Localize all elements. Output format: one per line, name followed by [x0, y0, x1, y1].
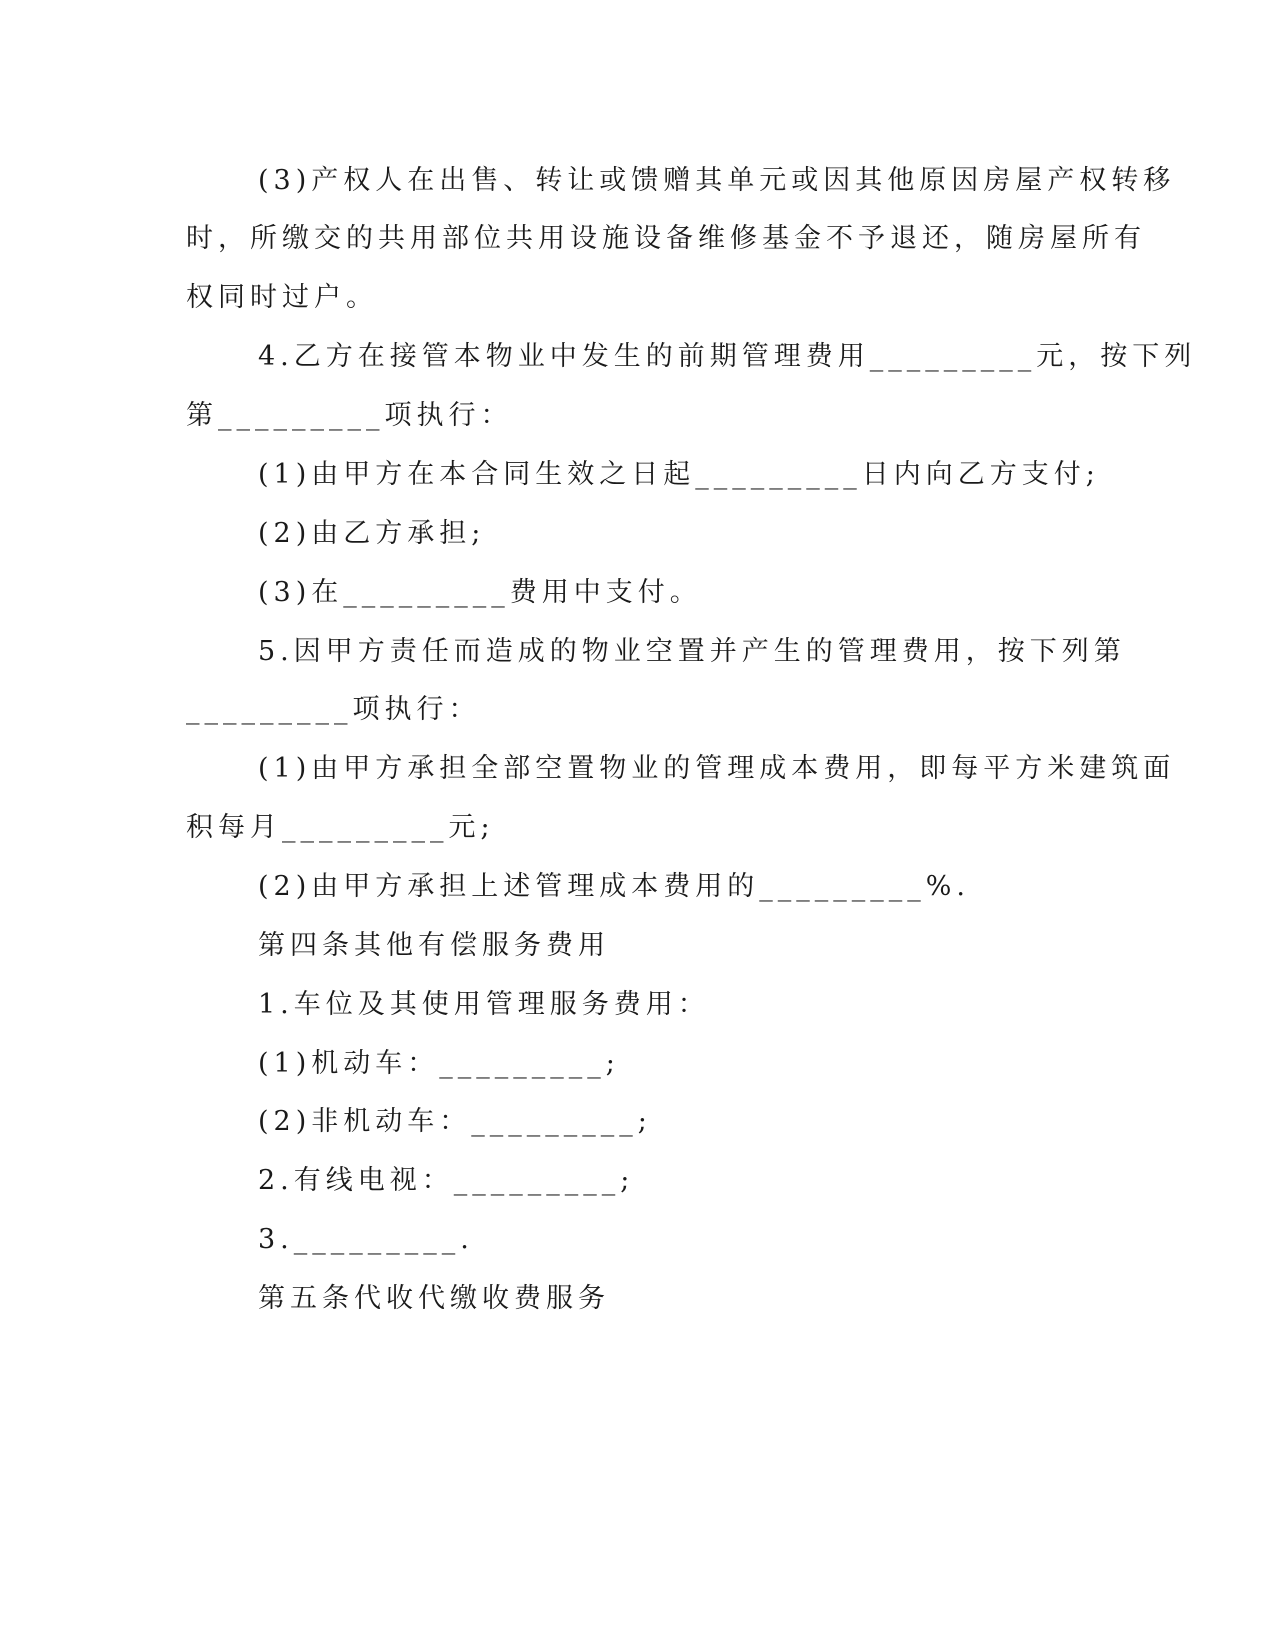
paragraph-line: (1)由甲方承担全部空置物业的管理成本费用，即每平方米建筑面 — [258, 753, 1176, 784]
paragraph-line: 5.因甲方责任而造成的物业空置并产生的管理费用，按下列第 — [258, 636, 1126, 667]
paragraph-line: 1.车位及其使用管理服务费用： — [258, 989, 710, 1020]
paragraph-line: 权同时过户。 — [186, 282, 378, 313]
paragraph-line: (2)由乙方承担; — [258, 518, 486, 549]
paragraph-line: 时，所缴交的共用部位共用设施设备维修基金不予退还，随房屋所有 — [186, 223, 1146, 254]
paragraph-line: 2.有线电视：_________; — [258, 1165, 635, 1196]
paragraph-line: (1)机动车：_________; — [258, 1048, 620, 1079]
paragraph-line: 4.乙方在接管本物业中发生的前期管理费用_________元，按下列 — [258, 341, 1197, 372]
paragraph-line: (1)由甲方在本合同生效之日起_________日内向乙方支付; — [258, 459, 1100, 490]
section-heading: 第四条其他有偿服务费用 — [258, 930, 610, 961]
paragraph-line: (3)产权人在出售、转让或馈赠其单元或因其他原因房屋产权转移 — [258, 165, 1176, 196]
paragraph-line: (2)非机动车：_________; — [258, 1106, 652, 1137]
paragraph-line: (3)在_________费用中支付。 — [258, 577, 702, 608]
paragraph-line: (2)由甲方承担上述管理成本费用的_________%. — [258, 871, 970, 902]
paragraph-line: 第_________项执行： — [186, 400, 513, 431]
paragraph-line: _________项执行： — [186, 694, 481, 725]
paragraph-line: 积每月_________元; — [186, 812, 495, 843]
paragraph-line: 3._________. — [258, 1224, 474, 1255]
section-heading: 第五条代收代缴收费服务 — [258, 1283, 610, 1314]
